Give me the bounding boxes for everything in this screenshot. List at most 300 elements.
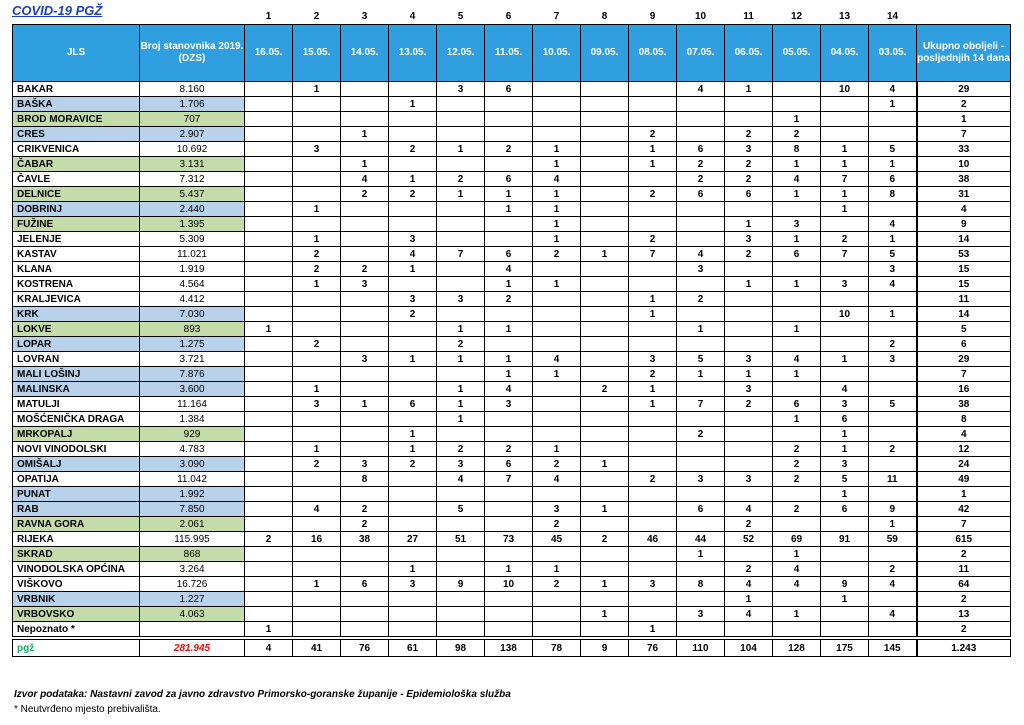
case-cell (629, 487, 677, 502)
case-cell (341, 412, 389, 427)
case-cell: 8 (677, 577, 725, 592)
case-cell: 1 (293, 442, 341, 457)
case-cell: 4 (725, 607, 773, 622)
case-cell: 1 (821, 442, 869, 457)
case-cell: 8 (869, 187, 917, 202)
case-cell (293, 592, 341, 607)
case-cell: 1 (821, 427, 869, 442)
case-cell: 2 (773, 442, 821, 457)
population-cell: 4.783 (140, 442, 245, 457)
population-cell: 1.275 (140, 337, 245, 352)
case-cell (821, 337, 869, 352)
population-cell: 16.726 (140, 577, 245, 592)
municipality-name: MALI LOŠINJ (13, 367, 140, 382)
population-cell: 4.063 (140, 607, 245, 622)
case-cell (245, 427, 293, 442)
case-cell (245, 457, 293, 472)
case-cell (725, 112, 773, 127)
case-cell: 9 (869, 502, 917, 517)
case-cell: 1 (437, 397, 485, 412)
municipality-name: OMIŠALJ (13, 457, 140, 472)
case-cell (389, 217, 437, 232)
case-cell: 1 (869, 97, 917, 112)
day-number: 10 (694, 10, 707, 22)
case-cell (677, 277, 725, 292)
case-cell (245, 562, 293, 577)
case-cell: 4 (869, 277, 917, 292)
case-cell (533, 427, 581, 442)
case-cell: 1 (485, 352, 533, 367)
population-cell: 2.061 (140, 517, 245, 532)
case-cell: 4 (341, 172, 389, 187)
case-cell: 3 (437, 82, 485, 97)
case-cell: 11 (869, 472, 917, 487)
case-cell: 2 (677, 157, 725, 172)
total-cell: 14 (917, 307, 1011, 322)
case-cell (581, 517, 629, 532)
table-row (13, 562, 1011, 577)
table-row (13, 232, 1011, 247)
case-cell: 46 (629, 532, 677, 547)
case-cell (773, 202, 821, 217)
case-cell: 4 (869, 607, 917, 622)
case-cell: 1 (581, 577, 629, 592)
case-cell (533, 622, 581, 637)
case-cell: 3 (725, 382, 773, 397)
summary-population: 281.945 (140, 640, 245, 657)
case-cell (677, 457, 725, 472)
case-cell (341, 142, 389, 157)
case-cell: 1 (581, 502, 629, 517)
case-cell (677, 517, 725, 532)
case-cell (389, 112, 437, 127)
case-cell: 1 (293, 277, 341, 292)
case-cell: 1 (629, 307, 677, 322)
municipality-name: MOŠĆENIČKA DRAGA (13, 412, 140, 427)
case-cell: 5 (869, 397, 917, 412)
case-cell (437, 157, 485, 172)
municipality-name: DELNICE (13, 187, 140, 202)
case-cell: 1 (533, 217, 581, 232)
case-cell: 2 (725, 157, 773, 172)
total-cell: 10 (917, 157, 1011, 172)
case-cell: 6 (485, 457, 533, 472)
case-cell (725, 547, 773, 562)
case-cell: 3 (341, 457, 389, 472)
case-cell: 2 (389, 307, 437, 322)
population-cell: 1.706 (140, 97, 245, 112)
case-cell (437, 232, 485, 247)
case-cell: 6 (485, 82, 533, 97)
case-cell (677, 97, 725, 112)
case-cell (389, 607, 437, 622)
case-cell: 10 (485, 577, 533, 592)
case-cell (773, 487, 821, 502)
case-cell (485, 547, 533, 562)
municipality-name: LOVRAN (13, 352, 140, 367)
case-cell: 3 (677, 472, 725, 487)
total-cell: 38 (917, 397, 1011, 412)
case-cell (533, 292, 581, 307)
population-cell (140, 622, 245, 637)
case-cell: 4 (773, 172, 821, 187)
population-cell: 3.131 (140, 157, 245, 172)
case-cell (389, 412, 437, 427)
case-cell: 1 (581, 457, 629, 472)
total-cell: 2 (917, 622, 1011, 637)
total-cell: 7 (917, 517, 1011, 532)
case-cell: 1 (533, 277, 581, 292)
case-cell (869, 547, 917, 562)
municipality-name: CRIKVENICA (13, 142, 140, 157)
case-cell (773, 592, 821, 607)
case-cell (677, 562, 725, 577)
case-cell (437, 622, 485, 637)
case-cell (677, 382, 725, 397)
case-cell: 1 (725, 82, 773, 97)
case-cell: 1 (389, 172, 437, 187)
case-cell: 2 (533, 247, 581, 262)
case-cell: 4 (533, 472, 581, 487)
case-cell (245, 547, 293, 562)
total-cell: 53 (917, 247, 1011, 262)
case-cell: 1 (485, 202, 533, 217)
case-cell: 45 (533, 532, 581, 547)
case-cell: 1 (389, 262, 437, 277)
case-cell (485, 412, 533, 427)
total-cell: 13 (917, 607, 1011, 622)
population-cell: 1.919 (140, 262, 245, 277)
case-cell (341, 202, 389, 217)
case-cell: 1 (533, 232, 581, 247)
case-cell (341, 337, 389, 352)
case-cell: 1 (533, 157, 581, 172)
total-cell: 11 (917, 562, 1011, 577)
day-number: 11 (743, 10, 754, 22)
population-cell: 7.876 (140, 367, 245, 382)
case-cell: 3 (725, 232, 773, 247)
case-cell (821, 607, 869, 622)
case-cell: 1 (629, 622, 677, 637)
case-cell: 1 (821, 157, 869, 172)
case-cell (629, 502, 677, 517)
municipality-name: BROD MORAVICE (13, 112, 140, 127)
table-row (13, 337, 1011, 352)
case-cell: 4 (773, 352, 821, 367)
case-cell (869, 127, 917, 142)
case-cell: 1 (821, 487, 869, 502)
case-cell (677, 307, 725, 322)
case-cell: 3 (677, 262, 725, 277)
case-cell (773, 307, 821, 322)
case-cell: 1 (629, 292, 677, 307)
case-cell (869, 457, 917, 472)
case-cell: 10 (821, 82, 869, 97)
case-cell (293, 472, 341, 487)
case-cell (773, 97, 821, 112)
municipality-name: BAKAR (13, 82, 140, 97)
case-cell: 4 (773, 577, 821, 592)
case-cell (629, 322, 677, 337)
case-cell (437, 97, 485, 112)
case-cell (581, 262, 629, 277)
case-cell: 2 (293, 262, 341, 277)
table-row (13, 292, 1011, 307)
case-cell (533, 307, 581, 322)
case-cell (677, 112, 725, 127)
municipality-name: CRES (13, 127, 140, 142)
case-cell: 2 (869, 562, 917, 577)
case-cell (677, 412, 725, 427)
case-cell: 3 (677, 607, 725, 622)
case-cell (533, 397, 581, 412)
case-cell (533, 547, 581, 562)
case-cell (245, 172, 293, 187)
case-cell: 1 (293, 577, 341, 592)
case-cell (869, 427, 917, 442)
table-row (13, 217, 1011, 232)
municipality-name: PUNAT (13, 487, 140, 502)
case-cell (821, 292, 869, 307)
case-cell (245, 232, 293, 247)
case-cell: 3 (725, 352, 773, 367)
case-cell (341, 547, 389, 562)
case-cell (485, 127, 533, 142)
case-cell (581, 307, 629, 322)
case-cell: 2 (581, 382, 629, 397)
case-cell: 2 (821, 232, 869, 247)
case-cell: 2 (341, 187, 389, 202)
case-cell: 3 (389, 232, 437, 247)
population-cell: 3.721 (140, 352, 245, 367)
case-cell (437, 217, 485, 232)
total-cell: 2 (917, 97, 1011, 112)
page-title[interactable]: COVID-19 PGŽ (12, 3, 103, 18)
case-cell: 1 (485, 322, 533, 337)
case-cell: 4 (485, 262, 533, 277)
case-cell: 8 (773, 142, 821, 157)
case-cell (245, 217, 293, 232)
table-row (13, 622, 1011, 637)
table-body (13, 82, 1011, 657)
case-cell: 3 (629, 577, 677, 592)
case-cell: 6 (677, 142, 725, 157)
case-cell (389, 622, 437, 637)
case-cell: 16 (293, 532, 341, 547)
case-cell (581, 217, 629, 232)
case-cell (581, 157, 629, 172)
day-number: 8 (601, 10, 608, 22)
case-cell (245, 607, 293, 622)
case-cell: 1 (437, 412, 485, 427)
case-cell (341, 247, 389, 262)
case-cell (677, 487, 725, 502)
municipality-name: RAVNA GORA (13, 517, 140, 532)
header-population: Broj stanovnika 2019. (DZS) (140, 25, 245, 82)
case-cell (245, 517, 293, 532)
table-row (13, 577, 1011, 592)
case-cell (869, 592, 917, 607)
municipality-name: VINODOLSKA OPĆINA (13, 562, 140, 577)
source-note: Izvor podataka: Nastavni zavod za javno zdravstvo Primorsko-goranske županije - Epidemiološka služba (14, 689, 511, 700)
case-cell: 1 (821, 142, 869, 157)
case-cell: 2 (869, 442, 917, 457)
total-cell: 2 (917, 592, 1011, 607)
day-number: 1 (265, 10, 272, 22)
case-cell: 2 (725, 517, 773, 532)
case-cell: 1 (581, 607, 629, 622)
case-cell: 2 (341, 502, 389, 517)
case-cell (293, 547, 341, 562)
case-cell (293, 112, 341, 127)
case-cell: 1 (533, 142, 581, 157)
case-cell (437, 547, 485, 562)
total-cell: 42 (917, 502, 1011, 517)
case-cell (725, 322, 773, 337)
case-cell: 4 (725, 577, 773, 592)
day-number: 6 (505, 10, 512, 22)
case-cell: 1 (773, 112, 821, 127)
municipality-name: SKRAD (13, 547, 140, 562)
case-cell: 2 (293, 247, 341, 262)
case-cell: 4 (677, 247, 725, 262)
case-cell (293, 97, 341, 112)
case-cell (773, 292, 821, 307)
table-row (13, 502, 1011, 517)
case-cell (821, 322, 869, 337)
case-cell: 1 (773, 547, 821, 562)
case-cell (821, 127, 869, 142)
table-row (13, 127, 1011, 142)
total-cell: 64 (917, 577, 1011, 592)
case-cell (869, 322, 917, 337)
case-cell: 27 (389, 532, 437, 547)
case-cell (245, 262, 293, 277)
case-cell (629, 427, 677, 442)
case-cell (341, 427, 389, 442)
case-cell: 51 (437, 532, 485, 547)
table-row (13, 547, 1011, 562)
case-cell (293, 307, 341, 322)
case-cell: 1 (821, 352, 869, 367)
case-cell (341, 592, 389, 607)
summary-cell: 61 (389, 640, 437, 657)
population-cell: 7.850 (140, 502, 245, 517)
case-cell (245, 292, 293, 307)
case-cell (485, 502, 533, 517)
case-cell (389, 502, 437, 517)
case-cell (629, 592, 677, 607)
case-cell (389, 517, 437, 532)
total-cell: 615 (917, 532, 1011, 547)
summary-cell: 76 (341, 640, 389, 657)
summary-cell: 138 (485, 640, 533, 657)
population-cell: 10.692 (140, 142, 245, 157)
case-cell: 1 (821, 202, 869, 217)
case-cell (821, 217, 869, 232)
case-cell: 3 (389, 577, 437, 592)
case-cell (533, 607, 581, 622)
total-cell: 4 (917, 202, 1011, 217)
case-cell (485, 157, 533, 172)
case-cell: 1 (485, 562, 533, 577)
case-cell: 2 (533, 457, 581, 472)
case-cell (485, 607, 533, 622)
day-number: 14 (886, 10, 899, 22)
case-cell: 1 (629, 157, 677, 172)
case-cell (245, 577, 293, 592)
case-cell: 2 (773, 127, 821, 142)
case-cell: 3 (293, 397, 341, 412)
case-cell: 1 (245, 322, 293, 337)
case-cell (245, 187, 293, 202)
case-cell: 3 (869, 262, 917, 277)
case-cell (533, 97, 581, 112)
case-cell (629, 97, 677, 112)
total-cell: 4 (917, 427, 1011, 442)
summary-label: pgž (13, 640, 140, 657)
case-cell: 3 (437, 292, 485, 307)
day-number: 9 (649, 10, 656, 22)
case-cell (245, 487, 293, 502)
case-cell: 2 (389, 187, 437, 202)
case-cell: 2 (629, 472, 677, 487)
population-cell: 7.030 (140, 307, 245, 322)
total-cell: 16 (917, 382, 1011, 397)
case-cell: 2 (725, 247, 773, 262)
case-cell (245, 127, 293, 142)
header-date: 12.05. (437, 25, 485, 82)
case-cell (341, 217, 389, 232)
case-cell: 1 (389, 562, 437, 577)
case-cell (341, 382, 389, 397)
case-cell (245, 412, 293, 427)
case-cell: 1 (293, 382, 341, 397)
case-cell (437, 202, 485, 217)
total-cell: 31 (917, 187, 1011, 202)
case-cell: 3 (437, 457, 485, 472)
municipality-name: BAŠKA (13, 97, 140, 112)
case-cell (581, 127, 629, 142)
case-cell: 9 (821, 577, 869, 592)
table-row (13, 352, 1011, 367)
case-cell: 2 (773, 457, 821, 472)
table-row (13, 112, 1011, 127)
case-cell (437, 277, 485, 292)
case-cell: 2 (437, 337, 485, 352)
case-cell (581, 337, 629, 352)
case-cell (293, 487, 341, 502)
case-cell (533, 382, 581, 397)
case-cell (485, 487, 533, 502)
case-cell: 1 (773, 232, 821, 247)
case-cell: 1 (533, 187, 581, 202)
table-row (13, 532, 1011, 547)
case-cell (245, 202, 293, 217)
municipality-name: LOKVE (13, 322, 140, 337)
header-date: 11.05. (485, 25, 533, 82)
case-cell (629, 277, 677, 292)
total-cell: 1 (917, 487, 1011, 502)
case-cell: 7 (437, 247, 485, 262)
case-cell (869, 202, 917, 217)
case-cell (581, 622, 629, 637)
case-cell (485, 232, 533, 247)
case-cell (629, 112, 677, 127)
case-cell (629, 562, 677, 577)
case-cell (245, 397, 293, 412)
case-cell (581, 202, 629, 217)
